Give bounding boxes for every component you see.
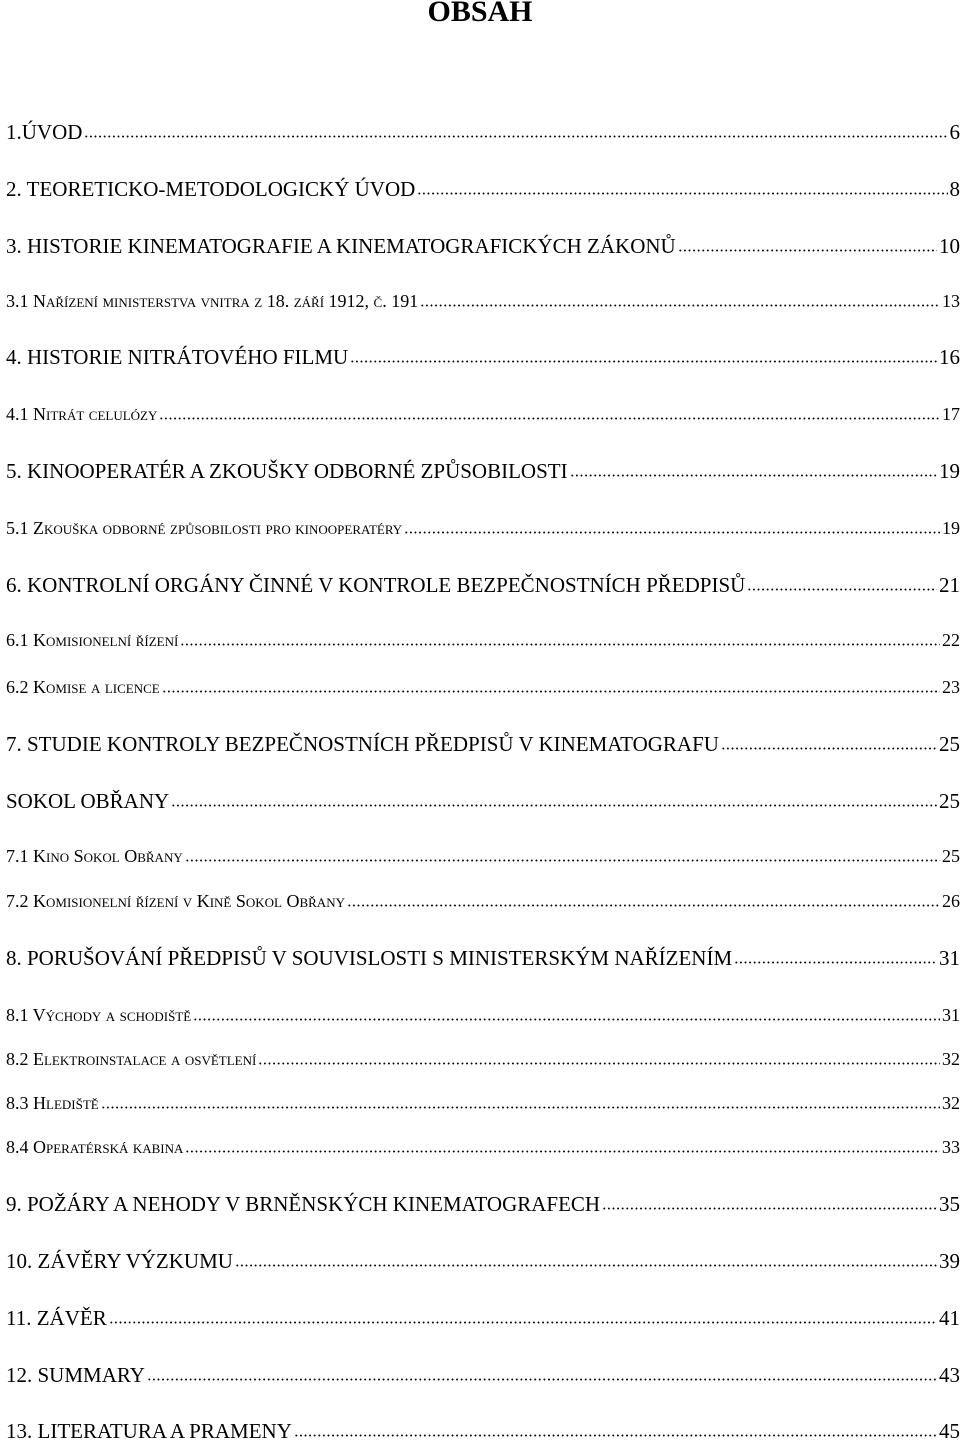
toc-entry-label: 13. LITERATURA A PRAMENY	[6, 1420, 292, 1442]
toc-entry-page-number: 17	[942, 403, 960, 425]
toc-entry[interactable]	[6, 509, 960, 539]
dot-leader	[258, 1062, 940, 1065]
toc-entry-page-number: 21	[939, 574, 960, 596]
toc-entry-label: 6.2 Komise a licence	[6, 676, 160, 698]
toc-entry-page-number: 32	[942, 1048, 960, 1070]
dot-leader	[193, 1018, 940, 1021]
toc-entry-page-number: 33	[942, 1136, 960, 1158]
toc-entry[interactable]	[6, 782, 960, 812]
toc-entry[interactable]	[6, 1299, 960, 1329]
toc-entry-label: 3. HISTORIE KINEMATOGRAFIE A KINEMATOGRAFICKÝCH ZÁKONŮ	[6, 235, 676, 257]
dot-leader	[417, 192, 947, 195]
toc-entry[interactable]	[6, 725, 960, 755]
dot-leader	[721, 747, 937, 750]
toc-entry-page-number: 10	[939, 235, 960, 257]
toc-entry-page-number: 26	[942, 890, 960, 912]
toc-entry-label: 5.1 Zkouška odborné způsobilosti pro kinooperatéry	[6, 517, 402, 539]
dot-leader	[185, 859, 940, 862]
toc-entry[interactable]	[6, 452, 960, 482]
dot-leader	[602, 1207, 937, 1210]
toc-entry[interactable]	[6, 566, 960, 596]
toc-entry-page-number: 25	[939, 790, 960, 812]
toc-entry-page-number: 45	[939, 1420, 960, 1442]
toc-entry-label: 1.ÚVOD	[6, 121, 82, 143]
toc-entry-label: 7. STUDIE KONTROLY BEZPEČNOSTNÍCH PŘEDPISŮ V KINEMATOGRAFU	[6, 733, 719, 755]
dot-leader	[294, 1434, 937, 1437]
toc-entry-page-number: 16	[939, 346, 960, 368]
toc-entry[interactable]	[6, 282, 960, 312]
dot-leader	[678, 249, 937, 252]
toc-entry-label: 6.1 Komisionelní řízení	[6, 629, 178, 651]
toc-entry[interactable]	[6, 1128, 960, 1158]
toc-entry[interactable]	[6, 1242, 960, 1272]
toc-entry[interactable]	[6, 996, 960, 1026]
toc-entry[interactable]	[6, 668, 960, 698]
toc-entry-page-number: 32	[942, 1092, 960, 1114]
toc-entry[interactable]	[6, 395, 960, 425]
toc-entry-label: 7.2 Komisionelní řízení v Kině Sokol Obřany	[6, 890, 345, 912]
dot-leader	[747, 588, 937, 591]
toc-entry-label: 8.4 Operatérská kabina	[6, 1136, 183, 1158]
toc-entry-label: SOKOL OBŘANY	[6, 790, 169, 812]
toc-entry-page-number: 23	[942, 676, 960, 698]
toc-entry-label: 6. KONTROLNÍ ORGÁNY ČINNÉ V KONTROLE BEZPEČNOSTNÍCH PŘEDPISŮ	[6, 574, 745, 596]
dot-leader	[180, 643, 940, 646]
toc-entry-page-number: 6	[950, 121, 960, 143]
dot-leader	[109, 1321, 937, 1324]
toc-entry-page-number: 31	[942, 1004, 960, 1026]
dot-leader	[420, 304, 940, 307]
toc-entry-label: 8. PORUŠOVÁNÍ PŘEDPISŮ V SOUVISLOSTI S MINISTERSKÝM NAŘÍZENÍM	[6, 947, 732, 969]
toc-entry[interactable]	[6, 1040, 960, 1070]
toc-entry-page-number: 31	[939, 947, 960, 969]
toc-entry-label: 11. ZÁVĚR	[6, 1307, 107, 1329]
toc-entry-label: 8.3 Hlediště	[6, 1092, 99, 1114]
toc-entry-label: 8.1 Východy a schodiště	[6, 1004, 191, 1026]
toc-entry[interactable]	[6, 170, 960, 200]
dot-leader	[404, 531, 940, 534]
dot-leader	[159, 417, 940, 420]
toc-entry[interactable]	[6, 113, 960, 143]
dot-leader	[162, 690, 940, 693]
toc-entry-label: 4.1 Nitrát celulózy	[6, 403, 157, 425]
toc-entry-page-number: 41	[939, 1307, 960, 1329]
toc-entry[interactable]	[6, 227, 960, 257]
toc-entry[interactable]	[6, 621, 960, 651]
toc-entry-label: 4. HISTORIE NITRÁTOVÉHO FILMU	[6, 346, 348, 368]
dot-leader	[101, 1106, 940, 1109]
toc-entry[interactable]	[6, 338, 960, 368]
dot-leader	[350, 360, 937, 363]
toc-entry-page-number: 22	[942, 629, 960, 651]
toc-entry-page-number: 25	[939, 733, 960, 755]
toc-entry-label: 2. TEORETICKO-METODOLOGICKÝ ÚVOD	[6, 178, 415, 200]
toc-entry-page-number: 13	[942, 290, 960, 312]
page-title: OBSAH	[0, 0, 960, 30]
toc-entry-page-number: 19	[939, 460, 960, 482]
toc-entry[interactable]	[6, 1084, 960, 1114]
toc-entry-label: 8.2 Elektroinstalace a osvětlení	[6, 1048, 256, 1070]
toc-entry-label: 3.1 Nařízení ministerstva vnitra z 18. září 1912, č. 191	[6, 290, 418, 312]
dot-leader	[84, 135, 947, 138]
toc-entry[interactable]	[6, 939, 960, 969]
toc-entry-page-number: 25	[942, 845, 960, 867]
toc-entry[interactable]	[6, 1356, 960, 1386]
dot-leader	[147, 1378, 937, 1381]
toc-entry-page-number: 35	[939, 1193, 960, 1215]
toc-entry-label: 12. SUMMARY	[6, 1364, 145, 1386]
toc-entry-page-number: 19	[942, 517, 960, 539]
toc-entry-page-number: 8	[950, 178, 960, 200]
toc-entry-label: 9. POŽÁRY A NEHODY V BRNĚNSKÝCH KINEMATOGRAFECH	[6, 1193, 600, 1215]
dot-leader	[347, 904, 940, 907]
dot-leader	[734, 961, 937, 964]
toc-entry-label: 7.1 Kino Sokol Obřany	[6, 845, 183, 867]
dot-leader	[185, 1150, 940, 1153]
toc-entry-label: 10. ZÁVĚRY VÝZKUMU	[6, 1250, 233, 1272]
dot-leader	[171, 804, 937, 807]
dot-leader	[570, 474, 937, 477]
toc-entry[interactable]	[6, 837, 960, 867]
toc-entry-page-number: 39	[939, 1250, 960, 1272]
dot-leader	[235, 1264, 937, 1267]
toc-entry[interactable]	[6, 882, 960, 912]
toc-entry[interactable]	[6, 1185, 960, 1215]
toc-entry-label: 5. KINOOPERATÉR A ZKOUŠKY ODBORNÉ ZPŮSOBILOSTI	[6, 460, 568, 482]
toc-entry-page-number: 43	[939, 1364, 960, 1386]
